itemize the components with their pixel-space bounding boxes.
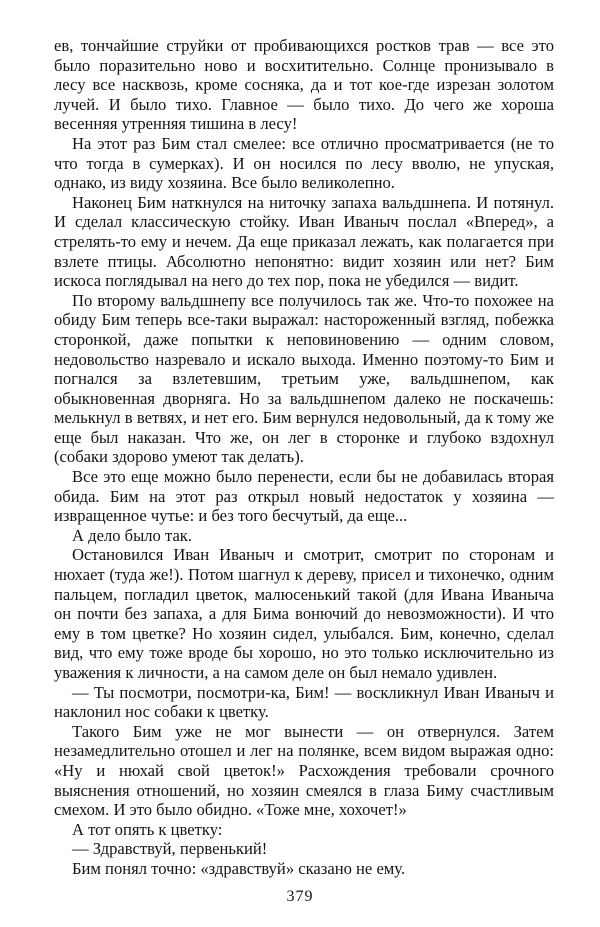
paragraph-10: А тот опять к цветку: (72, 819, 223, 839)
paragraph-1: ев, тончайшие струйки от пробивающихся ростков трав — все это было поразительно ново и восхитительно. Солнце пронизывало в лесу все насквозь, кроме сосняка, да и тот кое-где изрезан золотом лучей. И было тихо. Главное — было тихо. До чего же хороша весенняя утренняя тишина в лесу! (54, 36, 554, 134)
paragraph-9: Такого Бим уже не мог вынести — он отвернулся. Затем незамедлительно отошел и лег на полянке, всем видом выражая одно: «Ну и нюхай свой цветок!» Расхождения требовали срочного выяснения отношений, но хозяин смеялся в глаза Биму счастливым смехом. И это было обидно. «Тоже мне, хохочет!» (54, 721, 554, 820)
paragraph-8: — Ты посмотри, посмотри-ка, Бим! — воскликнул Иван Иваныч и наклонил нос собаки к цветку. (54, 682, 554, 722)
paragraph-4: По второму вальдшнепу все получилось так же. Что-то похожее на обиду Бим теперь все-таки выражал: настороженный взгляд, побежка сторонкой, даже попытки к неповиновению — одним словом, недовольство назревало и искало выхода. Именно поэтому-то Бим и погнался за взлетевшим, третьим уже, вальдшнепом, как обыкновенная дворняга. Но за вальдшнепом далеко не поскачешь: мелькнул в ветвях, и нет его. Бим вернулся недовольный, да к тому же еще был наказан. Что же, он лег в сторонке и глубоко вздохнул (собаки здорово умеют так делать). (54, 290, 554, 467)
page-number: 379 (286, 888, 314, 905)
paragraph-11: — Здравствуй, первенький! (72, 839, 268, 859)
paragraph-5: Все это еще можно было перенести, если бы не добавилась вторая обида. Бим на этот раз открыл новый недостаток у хозяина — извращенное чутье: и без того бесчутый, да еще... (54, 467, 554, 526)
paragraph-6: А дело было так. (72, 525, 193, 545)
book-page-text (54, 36, 554, 879)
paragraph-3: Наконец Бим наткнулся на ниточку запаха вальдшнепа. И потянул. И сделал классическую стойку. Иван Иваныч послал «Вперед», а стрелять-то ему и нечем. Да еще приказал лежать, как полагается при взлете птицы. Абсолютно непонятно: видит хозяин или нет? Бим искоса поглядывал на него до тех пор, пока не убедился — видит. (54, 192, 554, 291)
paragraph-2: На этот раз Бим стал смелее: все отлично просматривается (не то что тогда в сумерках). И он носился по лесу вволю, не упуская, однако, из виду хозяина. Все было великолепно. (54, 133, 554, 193)
paragraph-7: Остановился Иван Иваныч и смотрит, смотрит по сторонам и нюхает (туда же!). Потом шагнул к дереву, присел и тихонечко, одним пальцем, погладил цветок, малюсенький такой (для Ивана Иваныча он почти без запаха, а для Бима вонючий до невозможности). И что ему в том цветке? Но хозяин сидел, улыбался. Бим, конечно, сделал вид, что ему тоже вроде бы хорошо, но это только исключительно из уважения к личности, а на самом деле он был немало удивлен. (54, 545, 554, 682)
paragraph-12: Бим понял точно: «здравствуй» сказано не ему. (72, 858, 406, 878)
